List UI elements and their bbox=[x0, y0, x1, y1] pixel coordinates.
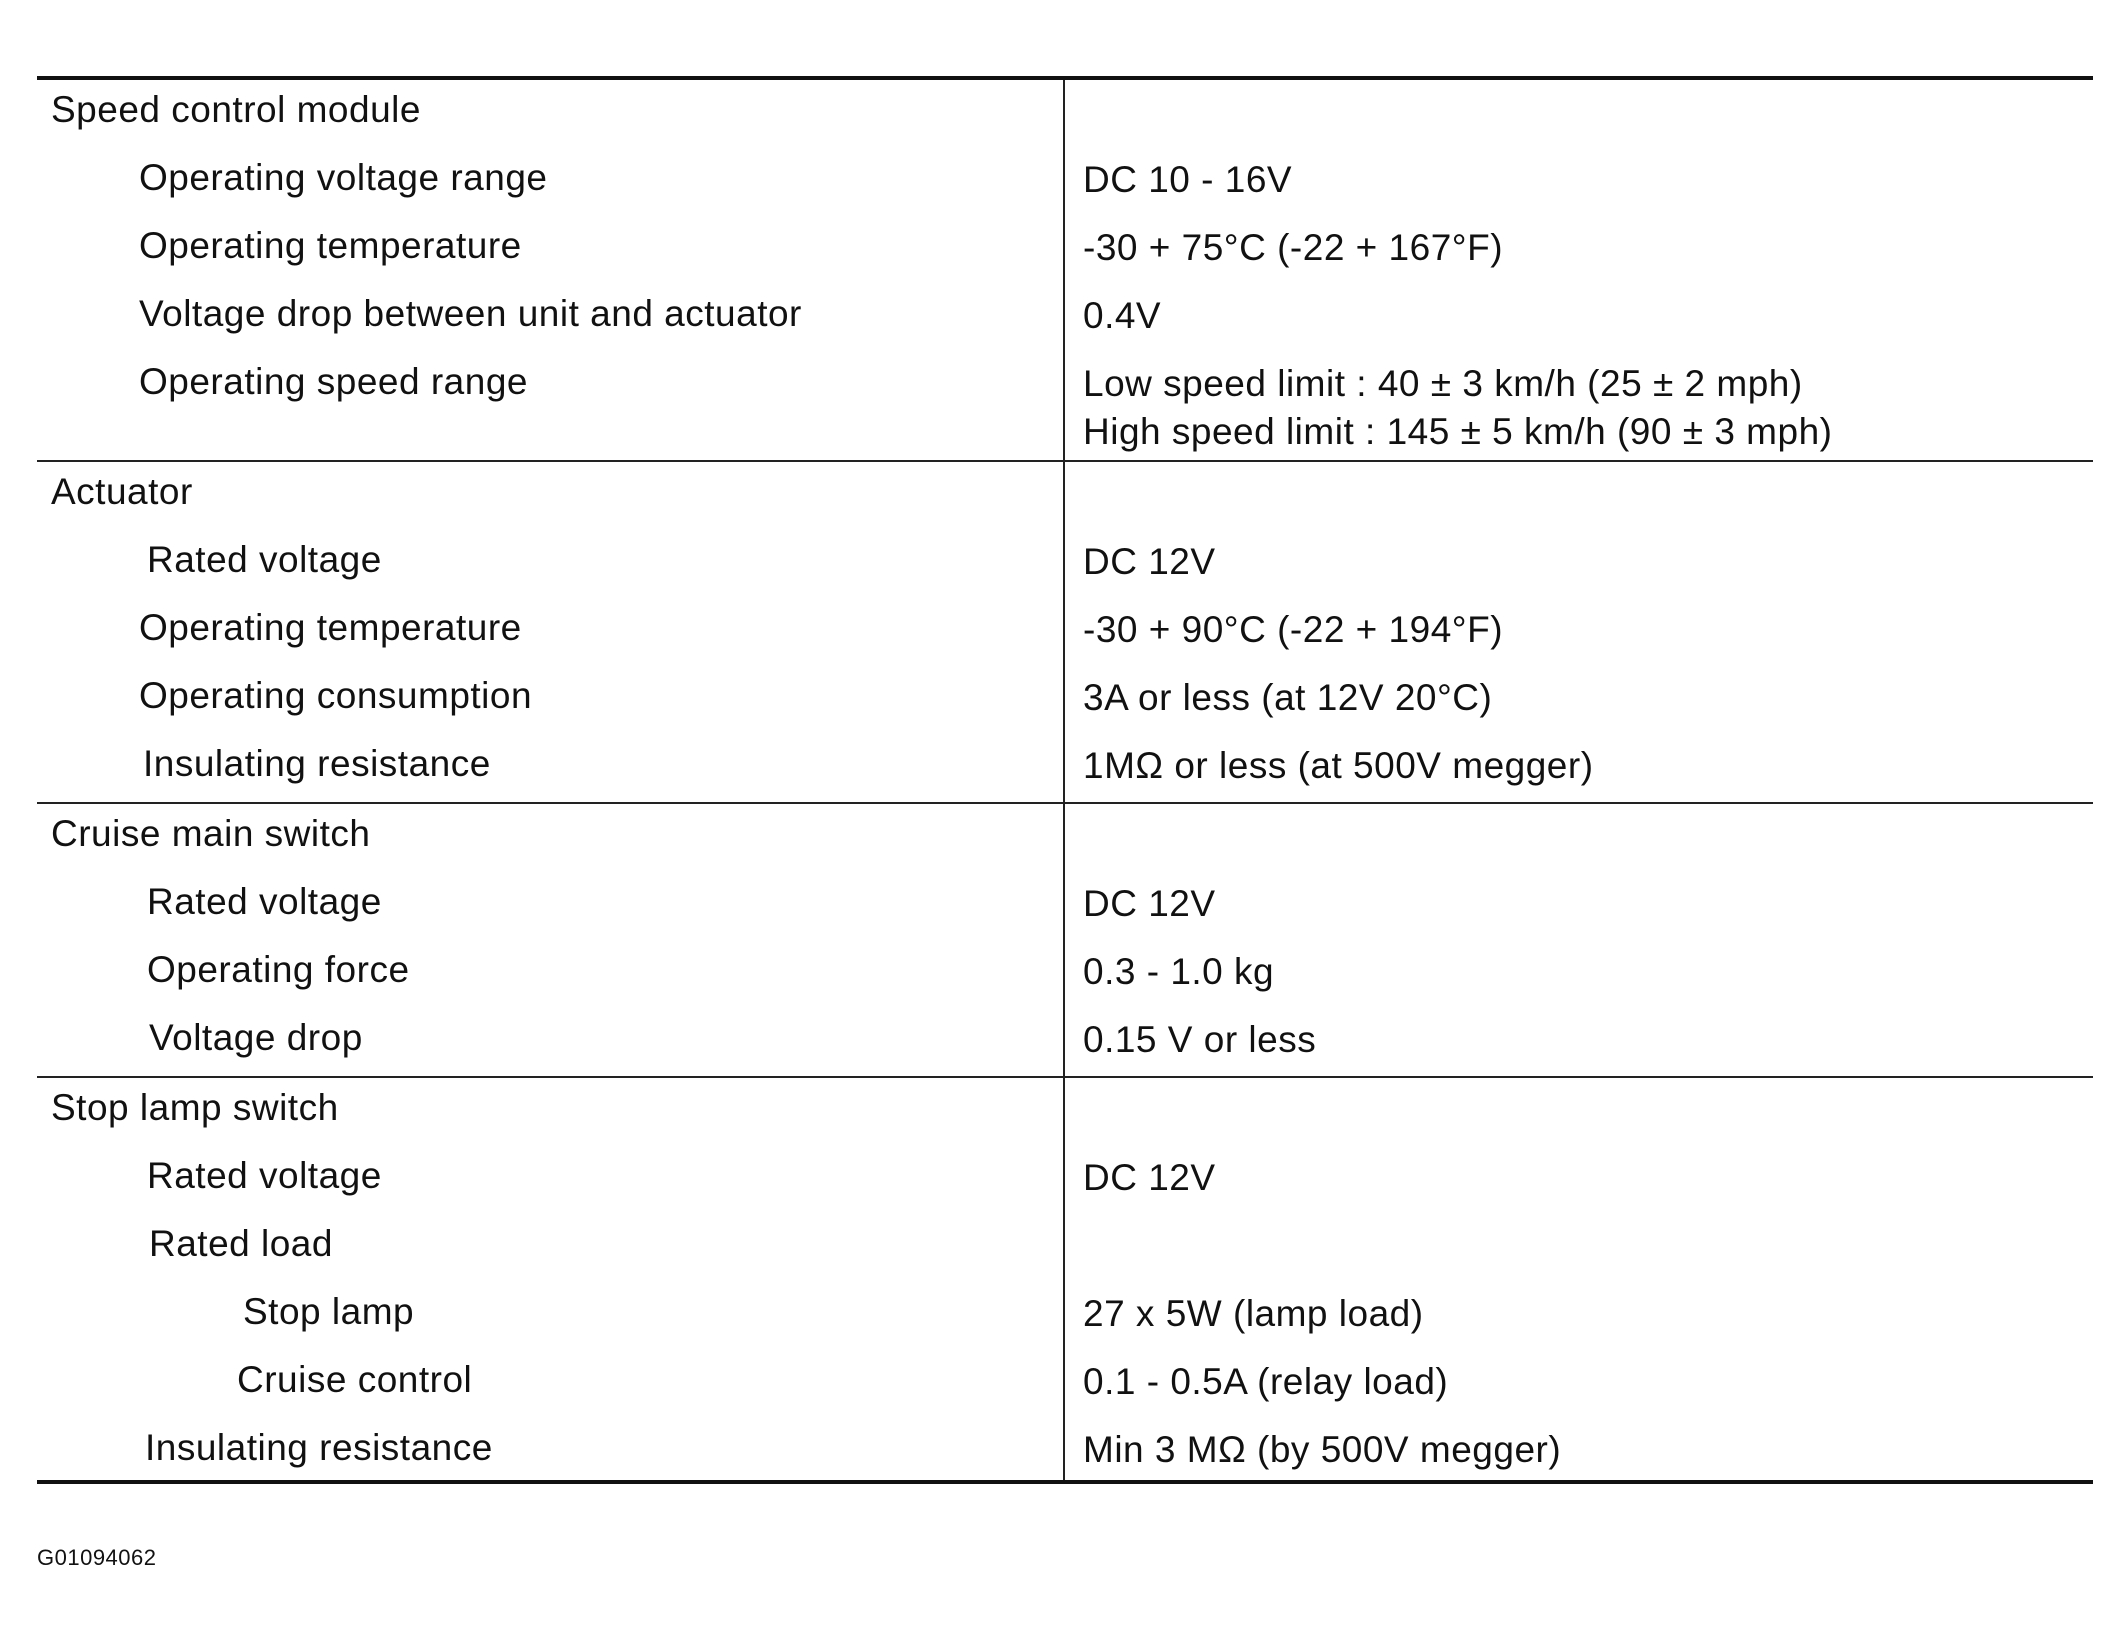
spec-label: Operating temperature bbox=[139, 225, 522, 266]
spec-label: Rated voltage bbox=[147, 1155, 382, 1196]
section-title: Cruise main switch bbox=[51, 813, 371, 854]
spec-label: Operating consumption bbox=[139, 675, 533, 716]
spec-label: Voltage drop between unit and actuator bbox=[139, 293, 802, 334]
table-row bbox=[37, 940, 2093, 1008]
table-row bbox=[37, 462, 2093, 530]
spec-value: DC 10 - 16V bbox=[1083, 159, 1293, 200]
spec-label: Voltage drop bbox=[149, 1017, 363, 1058]
table-row bbox=[37, 530, 2093, 598]
table-row bbox=[37, 148, 2093, 216]
spec-label: Operating force bbox=[147, 949, 410, 990]
section-stop-lamp-switch bbox=[37, 1076, 2093, 1480]
table-row bbox=[37, 1282, 2093, 1350]
table-row bbox=[37, 216, 2093, 284]
section-actuator bbox=[37, 460, 2093, 802]
spec-label: Operating temperature bbox=[139, 607, 522, 648]
table-row bbox=[37, 804, 2093, 872]
spec-value: -30 + 90°C (-22 + 194°F) bbox=[1083, 609, 1504, 650]
spec-table bbox=[37, 76, 2093, 1484]
spec-label: Cruise control bbox=[237, 1359, 473, 1400]
spec-label: Rated voltage bbox=[147, 881, 382, 922]
spec-label: Stop lamp bbox=[243, 1291, 415, 1332]
spec-value: 0.4V bbox=[1083, 295, 1162, 336]
section-cruise-main-switch bbox=[37, 802, 2093, 1076]
table-row bbox=[37, 1008, 2093, 1076]
table-row bbox=[37, 1350, 2093, 1418]
section-title: Actuator bbox=[51, 471, 193, 512]
table-row bbox=[37, 352, 2093, 460]
spec-value-multiline bbox=[1083, 360, 1832, 456]
table-row bbox=[37, 284, 2093, 352]
spec-value: 1MΩ or less (at 500V megger) bbox=[1083, 745, 1594, 786]
table-row bbox=[37, 1146, 2093, 1214]
spec-value-line: Low speed limit : 40 ± 3 km/h (25 ± 2 mph) bbox=[1083, 363, 1803, 404]
spec-value: DC 12V bbox=[1083, 541, 1216, 582]
spec-label: Rated load bbox=[149, 1223, 333, 1264]
spec-label: Insulating resistance bbox=[143, 743, 491, 784]
section-speed-control-module bbox=[37, 80, 2093, 460]
table-row bbox=[37, 598, 2093, 666]
table-row bbox=[37, 1214, 2093, 1282]
spec-value: DC 12V bbox=[1083, 883, 1216, 924]
figure-code: G01094062 bbox=[37, 1545, 157, 1570]
spec-label: Rated voltage bbox=[147, 539, 382, 580]
table-row bbox=[37, 872, 2093, 940]
section-title: Stop lamp switch bbox=[51, 1087, 339, 1128]
table-row bbox=[37, 666, 2093, 734]
section-title: Speed control module bbox=[51, 89, 421, 130]
spec-label: Operating voltage range bbox=[139, 157, 548, 198]
spec-value: 3A or less (at 12V 20°C) bbox=[1083, 677, 1493, 718]
table-row bbox=[37, 80, 2093, 148]
table-row bbox=[37, 734, 2093, 802]
spec-value: -30 + 75°C (-22 + 167°F) bbox=[1083, 227, 1504, 268]
spec-value: 0.3 - 1.0 kg bbox=[1083, 951, 1275, 992]
spec-value-line: High speed limit : 145 ± 5 km/h (90 ± 3 mph) bbox=[1083, 411, 1833, 452]
spec-value: Min 3 MΩ (by 500V megger) bbox=[1083, 1429, 1562, 1470]
spec-label: Insulating resistance bbox=[145, 1427, 493, 1468]
spec-value: DC 12V bbox=[1083, 1157, 1216, 1198]
spec-value: 27 x 5W (lamp load) bbox=[1083, 1293, 1424, 1334]
table-row bbox=[37, 1078, 2093, 1146]
spec-value: 0.1 - 0.5A (relay load) bbox=[1083, 1361, 1449, 1402]
spec-value: 0.15 V or less bbox=[1083, 1019, 1317, 1060]
table-row bbox=[37, 1418, 2093, 1480]
spec-label: Operating speed range bbox=[139, 361, 528, 402]
